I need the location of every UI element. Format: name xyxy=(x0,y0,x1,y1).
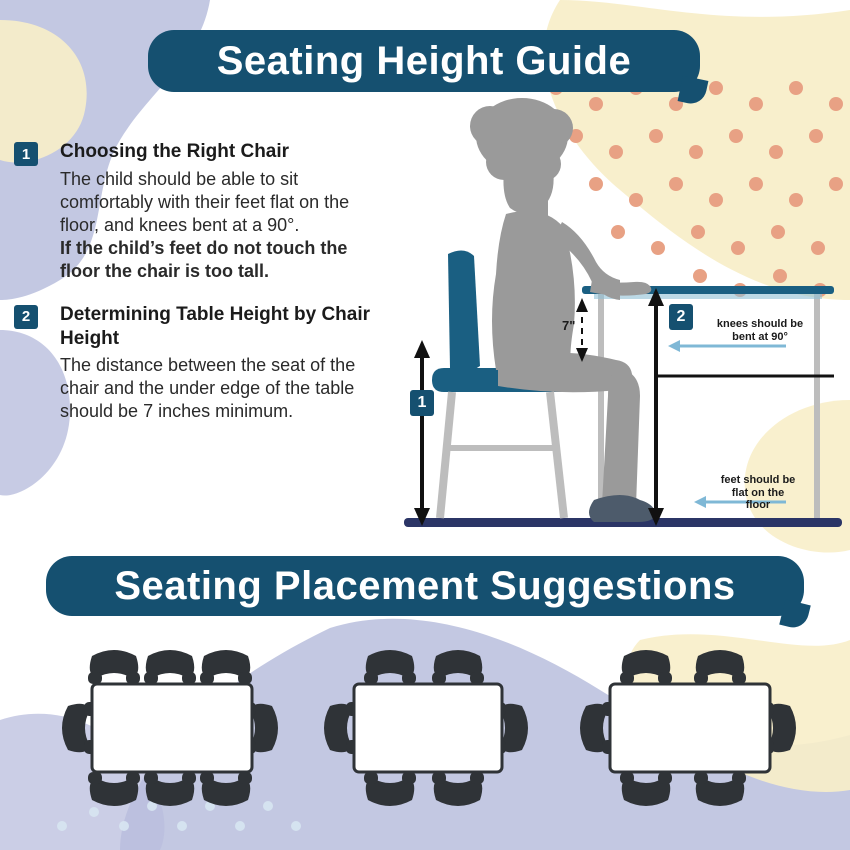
placement-diagrams xyxy=(0,628,850,828)
table-surface xyxy=(354,684,502,772)
step-1 xyxy=(14,140,386,283)
feet-callout-text xyxy=(698,474,818,512)
chair-top-3 xyxy=(200,650,252,684)
table-group-center xyxy=(324,650,528,806)
page-title: Seating Height Guide xyxy=(216,38,632,83)
chair-bottom-1 xyxy=(364,772,416,806)
knees-callout-line-1: knees should be xyxy=(716,318,804,330)
chair-bottom-2 xyxy=(694,772,746,806)
chair-bottom-1 xyxy=(88,772,140,806)
knees-callout-arrowhead xyxy=(668,340,680,352)
step-2-paragraph-1: The distance between the seat of the chair and the under edge of the table should be 7 inches minimum. xyxy=(60,355,356,422)
feet-callout-line-3: floor xyxy=(745,499,771,512)
seating-height-diagram xyxy=(386,96,842,536)
knees-callout-line-2: bent at 90° xyxy=(732,330,788,343)
steps-spacer xyxy=(14,293,386,303)
step-2-number: 2 xyxy=(14,305,38,329)
chair-leg-front xyxy=(550,392,564,518)
dimension-1-arrow-top xyxy=(414,340,430,358)
placement-title: Seating Placement Suggestions xyxy=(114,563,736,608)
chair-bottom-2 xyxy=(432,772,484,806)
step-1-number: 1 xyxy=(14,142,38,166)
table-surface xyxy=(92,684,252,772)
chair-bottom-1 xyxy=(620,772,672,806)
figure-dimension-7in: 7" xyxy=(562,318,576,333)
page-title-banner xyxy=(148,30,700,92)
step-1-paragraph-2: If the child’s feet do not touch the floor the chair is too tall. xyxy=(60,237,348,281)
table-group-right xyxy=(580,650,796,806)
table-surface xyxy=(610,684,770,772)
placement-title-banner xyxy=(46,556,804,616)
chair-leg-back xyxy=(440,392,452,518)
knees-callout-text xyxy=(700,318,820,343)
step-2-heading: Determining Table Height by Chair Height xyxy=(60,303,371,349)
feet-callout-line-2: flat on the xyxy=(731,486,785,499)
feet-callout-line-1: feet should be xyxy=(720,474,796,486)
chair-back xyxy=(448,250,480,371)
chair-top-1 xyxy=(88,650,140,684)
chair-top-2 xyxy=(432,650,484,684)
figure-label-2: 2 xyxy=(669,304,693,330)
chair-top-1 xyxy=(620,650,672,684)
step-1-heading: Choosing the Right Chair xyxy=(60,141,290,162)
child-silhouette xyxy=(470,98,656,522)
diagram-svg xyxy=(386,96,842,536)
step-1-paragraph-1: The child should be able to sit comfortably with their feet flat on the floor, and knees bent at a 90°. xyxy=(60,168,350,235)
figure-label-1: 1 xyxy=(410,390,434,416)
step-2 xyxy=(14,303,386,424)
placement-suggestions xyxy=(0,628,850,828)
dimension-7in-arrow-top xyxy=(576,298,588,312)
chair-top-2 xyxy=(144,650,196,684)
chair-top-1 xyxy=(364,650,416,684)
table-group-left xyxy=(62,650,278,806)
steps-list xyxy=(14,140,386,434)
chair-bottom-3 xyxy=(200,772,252,806)
chair-bottom-2 xyxy=(144,772,196,806)
chair-top-2 xyxy=(694,650,746,684)
